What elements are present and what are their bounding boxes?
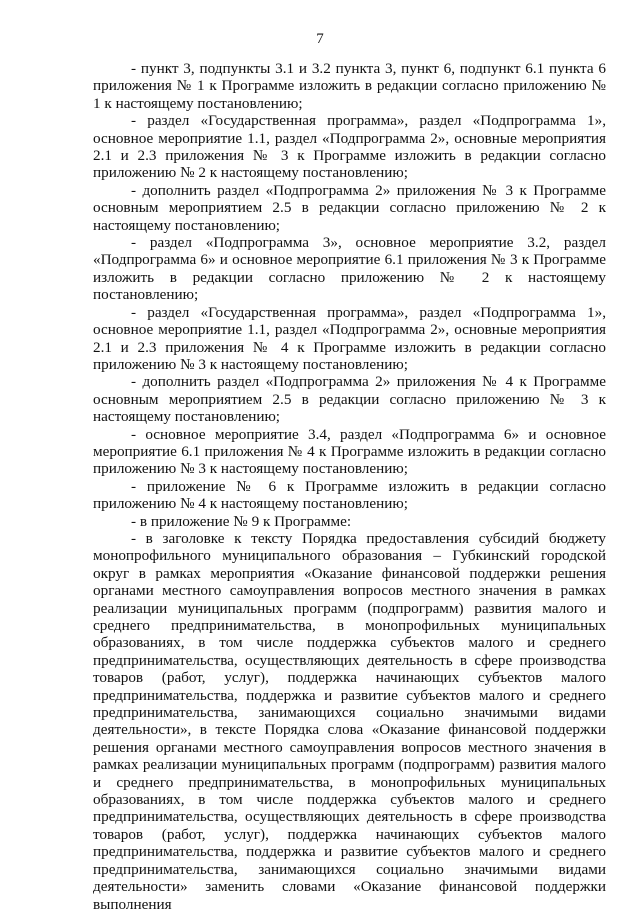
paragraph-item-2: - раздел «Государственная программа», раздел «Подпрограмма 1», основное мероприятие 1.1, раздел «Подпрограмма 2», основные мероприятия 2.1 и 2.3 приложения № 3 к Программе изложить в редакции согласно приложению № 2 к настоящему постановлению; xyxy=(93,112,606,182)
paragraph-item-3: - дополнить раздел «Подпрограмма 2» приложения № 3 к Программе основным мероприятием 2.5 в редакции согласно приложению № 2 к настоящему постановлению; xyxy=(93,181,606,234)
page-number: 7 xyxy=(316,31,324,47)
paragraph-item-5: - раздел «Государственная программа», раздел «Подпрограмма 1», основное мероприятие 1.1, раздел «Подпрограмма 2», основные мероприятия 2.1 и 2.3 приложения № 4 к Программе изложить в редакции согласно приложению № 3 к настоящему постановлению; xyxy=(93,303,606,373)
paragraph-item-4: - раздел «Подпрограмма 3», основное мероприятие 3.2, раздел «Подпрограмма 6» и основное мероприятие 6.1 приложения № 3 к Программе изложить в редакции согласно приложению № 2 к настоящему постановлению; xyxy=(93,234,606,304)
paragraph-item-6: - дополнить раздел «Подпрограмма 2» приложения № 4 к Программе основным мероприятием 2.5 в редакции согласно приложению № 3 к настоящему постановлению; xyxy=(93,373,606,426)
paragraph-item-8: - приложение № 6 к Программе изложить в редакции согласно приложению № 4 к настоящему постановлению; xyxy=(93,477,606,513)
document-body xyxy=(93,60,606,913)
paragraph-item-9: - в приложение № 9 к Программе: xyxy=(131,512,352,530)
paragraph-item-1: - пункт 3, подпункты 3.1 и 3.2 пункта 3, пункт 6, подпункт 6.1 пункта 6 приложения № 1 к Программе изложить в редакции согласно приложению № 1 к настоящему постановлению; xyxy=(93,60,606,112)
paragraph-item-7: - основное мероприятие 3.4, раздел «Подпрограмма 6» и основное мероприятие 6.1 приложения № 4 к Программе изложить в редакции согласно приложению № 3 к настоящему постановлению; xyxy=(93,425,606,478)
paragraph-item-10: - в заголовке к тексту Порядка предоставления субсидий бюджету монопрофильного муниципального образования – Губкинский городской округ в рамках мероприятия «Оказание финансовой поддержки решения органами местного самоуправления вопросов местного значения в рамках реализации муниципальных программ (подпрограмм) развития малого и среднего предпринимательства, в монопрофильных муниципальных образованиях, в том числе поддержка субъектов малого и среднего предпринимательства, осуществляющих деятельность в сфере производства товаров (работ, услуг), поддержка начинающих субъектов малого предпринимательства, поддержка и развитие субъектов малого и среднего предпринимательства, занимающихся социально значимыми видами деятельности», в тексте Порядка слова «Оказание финансовой поддержки решения органами местного самоуправления вопросов местного значения в рамках реализации муниципальных программ (подпрограмм) развития малого и среднего предпринимательства, в монопрофильных муниципальных образованиях, в том числе поддержка субъектов малого и среднего предпринимательства, осуществляющих деятельность в сфере производства товаров (работ, услуг), поддержка начинающих субъектов малого предпринимательства, поддержка и развитие субъектов малого и среднего предпринимательства, занимающихся социально значимыми видами деятельности» заменить словами «Оказание финансовой поддержки выполнения xyxy=(93,529,606,913)
